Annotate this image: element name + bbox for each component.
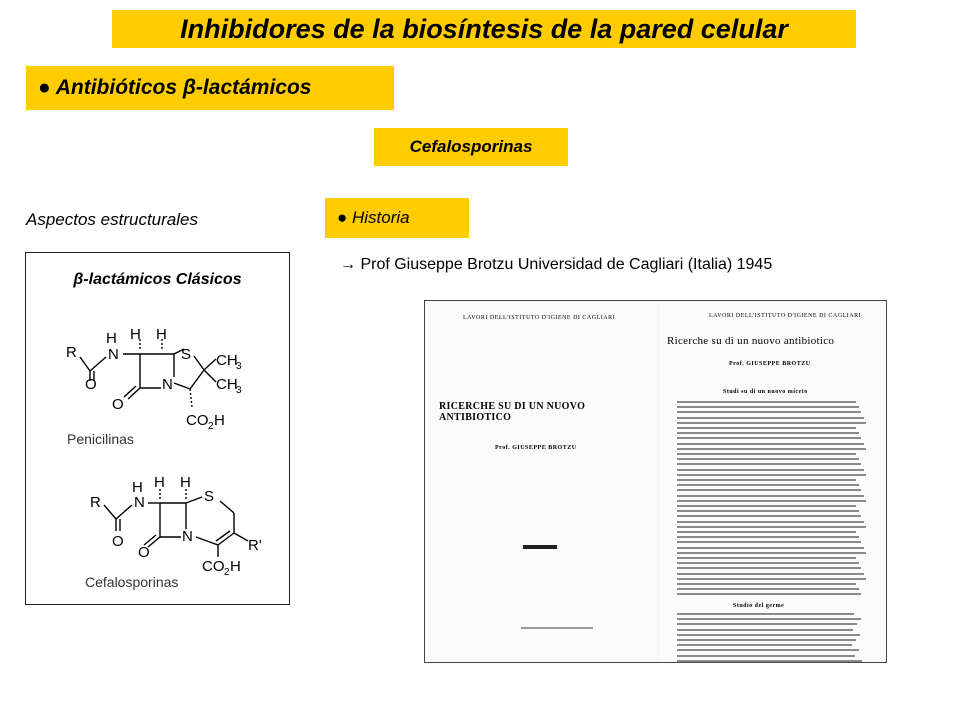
svg-text:H: H: [154, 474, 165, 491]
svg-text:2: 2: [224, 567, 230, 578]
text-line: [677, 453, 856, 455]
svg-text:H: H: [214, 412, 225, 429]
section-cefalosporinas: Cefalosporinas: [374, 128, 568, 166]
svg-text:R: R: [66, 344, 77, 361]
cover-author: Prof. GIUSEPPE BROTZU: [495, 445, 577, 451]
svg-text:O: O: [85, 376, 97, 393]
text-line: [677, 618, 861, 620]
svg-text:H: H: [180, 474, 191, 491]
publication-cover-page: [425, 301, 657, 662]
text-line: [677, 406, 859, 408]
svg-text:R': R': [248, 537, 262, 554]
text-line: [677, 427, 856, 429]
text-line: [677, 437, 861, 439]
article-author: Prof. GIUSEPPE BROTZU: [729, 361, 811, 367]
text-line: [677, 583, 856, 585]
text-line: [677, 432, 859, 434]
text-line: [677, 588, 859, 590]
historia-label: ● Historia: [325, 198, 469, 238]
svg-text:CO: CO: [202, 558, 225, 575]
penicillin-structure: [80, 339, 216, 407]
text-line: [677, 655, 855, 657]
text-line: [677, 448, 866, 450]
text-line: [677, 401, 856, 403]
text-line: [677, 500, 866, 502]
svg-text:O: O: [138, 544, 150, 561]
text-line: [677, 578, 866, 580]
cefalosporinas-label: Cefalosporinas: [85, 574, 179, 590]
svg-text:H: H: [106, 330, 117, 347]
text-line: [677, 474, 866, 476]
svg-text:N: N: [162, 376, 173, 393]
cover-header: LAVORI DELL'ISTITUTO D'IGIENE DI CAGLIARI: [463, 315, 616, 321]
structures-panel: [25, 252, 290, 605]
svg-text:2: 2: [208, 421, 214, 432]
svg-text:S: S: [181, 346, 192, 363]
svg-text:N: N: [108, 346, 119, 363]
svg-text:CO: CO: [186, 412, 209, 429]
slide-title: Inhibidores de la biosíntesis de la pared celular: [112, 10, 856, 48]
text-line: [677, 593, 861, 595]
text-line: [677, 629, 853, 631]
article-header: LAVORI DELL'ISTITUTO D'IGIENE DI CAGLIARI: [709, 313, 862, 319]
svg-text:O: O: [112, 396, 124, 413]
text-line: [677, 562, 859, 564]
text-line: [677, 422, 866, 424]
svg-text:O: O: [112, 533, 124, 550]
text-line: [677, 526, 866, 528]
text-line: [677, 469, 864, 471]
text-line: [677, 489, 861, 491]
text-line: [677, 649, 859, 651]
article-section-2: Studio del germe: [733, 603, 785, 609]
text-line: [677, 463, 861, 465]
text-line: [677, 443, 864, 445]
beta-lactam-structures: [26, 253, 289, 604]
svg-text:CH: CH: [216, 352, 238, 369]
publication-article-page: [659, 301, 887, 662]
text-line: [677, 505, 856, 507]
text-line: [677, 536, 859, 538]
text-line: [677, 515, 861, 517]
penicilinas-label: Penicilinas: [67, 431, 134, 447]
brotzu-publication-image: [424, 300, 887, 663]
text-line: [677, 521, 864, 523]
text-line: [677, 484, 859, 486]
svg-text:H: H: [230, 558, 241, 575]
text-line: [677, 479, 856, 481]
svg-text:3: 3: [236, 385, 242, 396]
text-line: [677, 552, 866, 554]
svg-text:S: S: [204, 488, 215, 505]
text-line: [677, 495, 864, 497]
text-line: [677, 634, 860, 636]
text-line: [677, 411, 861, 413]
cephalosporin-structure: [104, 489, 248, 557]
svg-text:N: N: [134, 494, 145, 511]
svg-text:R: R: [90, 494, 101, 511]
panel-title: β-lactámicos Clásicos: [73, 271, 242, 288]
svg-text:CH: CH: [216, 376, 238, 393]
text-line: [677, 458, 859, 460]
text-line: [677, 573, 864, 575]
cover-title: RICERCHE SU DI UN NUOVO ANTIBIOTICO: [439, 401, 586, 423]
text-line: [677, 660, 862, 662]
aspectos-estructurales-label: Aspectos estructurales: [26, 210, 198, 229]
text-line: [677, 547, 864, 549]
subtitle-antibioticos: ● Antibióticos β-lactámicos: [26, 66, 394, 110]
cover-mark: [523, 545, 557, 549]
svg-text:H: H: [132, 479, 143, 496]
text-line: [677, 623, 857, 625]
text-line: [677, 639, 856, 641]
svg-text:H: H: [130, 326, 141, 343]
brotzu-reference: → Prof Giuseppe Brotzu Universidad de Cagliari (Italia) 1945: [340, 256, 773, 273]
svg-text:3: 3: [236, 361, 242, 372]
svg-text:H: H: [156, 326, 167, 343]
article-title: Ricerche su di un nuovo antibiotico: [667, 335, 835, 347]
text-line: [677, 541, 861, 543]
text-line: [677, 567, 861, 569]
text-line: [677, 417, 864, 419]
text-line: [677, 644, 852, 646]
text-line: [677, 613, 854, 615]
text-line: [677, 557, 856, 559]
article-section-1: Studi su di un nuovo miceto: [723, 389, 808, 395]
text-line: [677, 510, 859, 512]
svg-text:N: N: [182, 528, 193, 545]
text-line: [677, 531, 856, 533]
